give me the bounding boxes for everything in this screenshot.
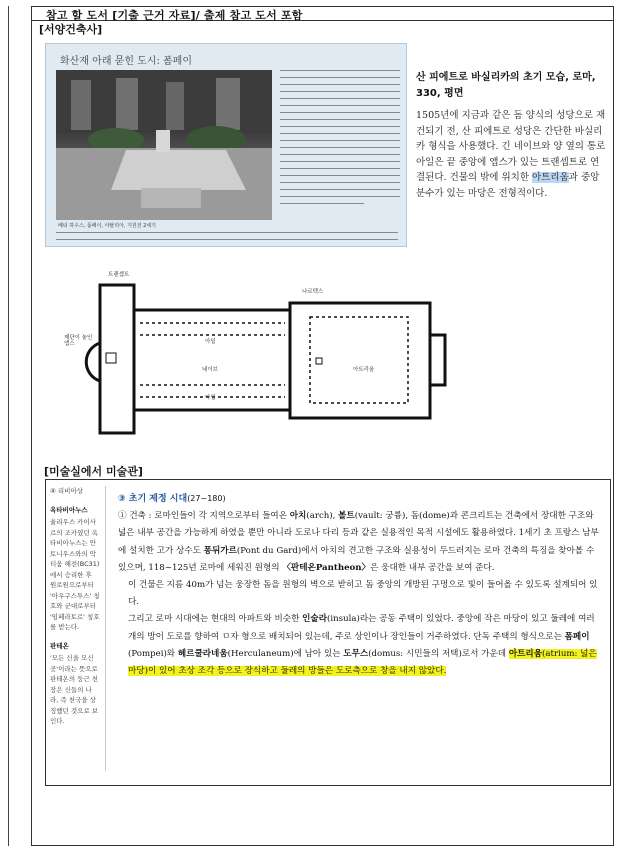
photo-caption: 베티 하우스, 폼페이, 아탈리아, 기원전 2세기 <box>58 223 157 229</box>
plan-note-body: 1505년에 지금과 같은 돔 양식의 성당으로 재건되기 전, 산 피에트로 성당은 간단한 바실리카 형식을 사용했다. 긴 네이브와 양 옆의 통로 아일은 끝 중앙에 앱스가 있는 트랜셉트로 연결된다. 건물의 밖에 위치한 아트리움과 중앙 분수가 있는 마당은 전형적이다. <box>416 110 606 199</box>
page-header-title: 참고 할 도서 [기출 근거 자료]/ 출제 참고 도서 포함 <box>46 9 303 22</box>
section-title-art-room: [미술실에서 미술관] <box>44 465 143 478</box>
highlight-atrium: 아트리움 <box>508 648 543 659</box>
book-body-text-lines <box>280 70 400 220</box>
left-margin-rule <box>8 6 9 846</box>
paragraph-housing: 그리고 로마 시대에는 현대의 아파트와 비슷한 인술라(insula)라는 공동 주택이 있었다. 중앙에 작은 마당이 있고 둘레에 여러 개의 방이 도로를 향하여 ㅁ자 형으로 배치되어 있는데, 주로 상인이나 장인들이 거주하였다. 단독 주택의 형식으로는 폼페이(Pompei)와 헤르쿨라네움(Herculaneum)에 남아 있는 도무스(domus: 시민들의 저택)로서 가운데 아트리움(atrium: 넓은 마당)이 있어 초상 조각 등으로 장식하고 둘레의 방들은 도로측으로 창을 내지 않았다. <box>128 614 597 677</box>
basilica-floor-plan <box>64 265 470 450</box>
sidebar-divider <box>105 486 106 771</box>
glossary-def-octavian: 율리우스 카이사르의 조카였던 옥타비아누스는 안토니우스와의 악티움 해전(BC31)에서 승리한 후 원로원으로부터 '아우구스투스' 칭호와 군대로부터 '임페라토르' 칭호를 받는다. <box>50 518 100 631</box>
section-heading: ③ 초기 제정 시대(27~180) <box>118 494 226 504</box>
book-footer-lines <box>56 232 398 246</box>
glossary-term-pantheon: 판테온 <box>50 641 69 650</box>
label-narthex: 나르텍스 <box>302 289 324 295</box>
book-excerpt-heading: 화산재 아래 묻힌 도시: 폼페이 <box>60 56 193 67</box>
main-body-text <box>118 490 604 680</box>
label-aisle-bottom: 아일 <box>205 395 216 401</box>
label-nave: 네이브 <box>202 367 218 373</box>
paragraph-pantheon: 이 건물은 지름 40m가 넘는 웅장한 돔을 원형의 벽으로 받히고 돔 중앙의 개방된 구멍으로 빛이 들어올 수 있도록 설계되어 있다. <box>128 580 598 608</box>
label-atrium: 아트리움 <box>353 367 375 373</box>
paragraph-architecture: ① 건축 : 로마인들이 각 지역으로부터 들여온 아치(arch), 볼트(vault: 궁륭), 돔(dome)과 콘크리트는 건축에서 장대한 구조와 넓은 내부 공간을 가능하게 하였을 뿐만 아니라 도로나 다리 등과 같은 실용적인 목적 시설에도 활용하였다. 1세기 초 프랑스 남부에 설치한 고가 상수도 퐁뒤가르(Pont du Gard)에서 아치의 견고한 구조와 실용성이 두드러지는 로마 건축의 특징을 찾아볼 수 있으며, 118~125년 로마에 세워진 원형의 〈판테온Pantheon〉은 웅대한 내부 공간을 보여 준다. <box>118 511 599 573</box>
sidebar-figure-ref: ④ 리비아상 <box>50 487 84 495</box>
book-excerpt-image <box>45 43 407 247</box>
label-aisle-top: 아일 <box>205 339 216 345</box>
glossary-term-octavian: 옥타비아누스 <box>50 505 88 514</box>
highlight-atrium-text: (atrium: 넓은 마당)이 있어 초상 조각 등으로 장식하고 둘레의 방들은 도로측으로 창을 내지 않았다. <box>128 648 597 677</box>
label-apse: 제단이 놓인 앱스 <box>64 335 93 347</box>
glossary-def-pantheon: '모든 신을 모신 곳'이라는 뜻으로 판테온의 둥근 천장은 신들의 나라, 즉 천국을 상징했던 것으로 보인다. <box>50 654 99 725</box>
label-transept: 트랜셉트 <box>108 272 130 278</box>
glossary-sidebar <box>50 486 100 727</box>
plan-note-title: 산 피에트로 바실리카의 초기 모습, 로마, 330, 평면 <box>416 72 596 99</box>
section-title-western-architecture: [서양건축사] <box>39 23 103 36</box>
courtyard-photo <box>56 70 272 220</box>
atrium-highlight: 아트리움 <box>532 172 569 183</box>
